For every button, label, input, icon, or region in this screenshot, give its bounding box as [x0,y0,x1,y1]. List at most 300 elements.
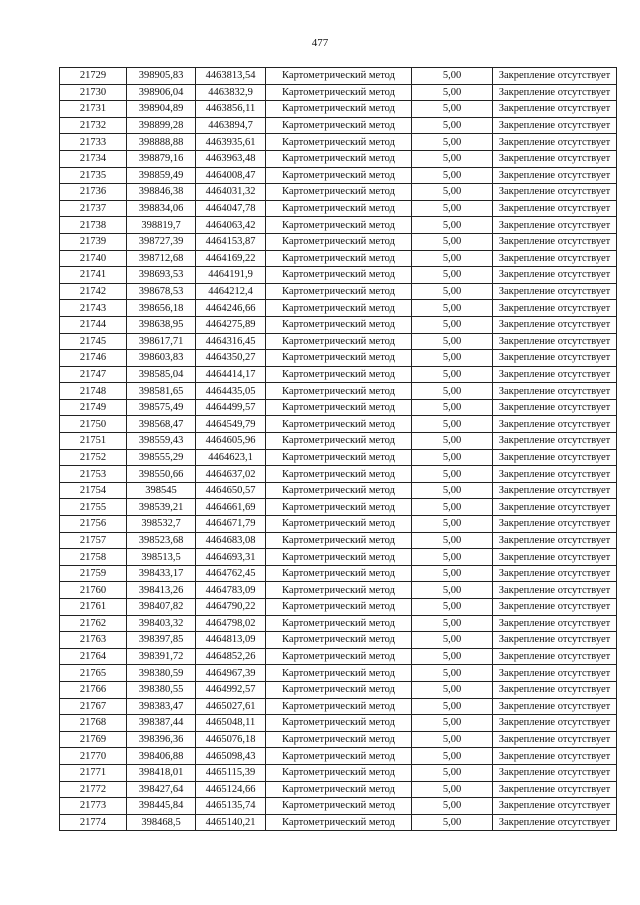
fixing-cell: Закрепление отсутствует [493,184,617,201]
method-cell: Картометрический метод [266,615,412,632]
accuracy-cell: 5,00 [412,101,493,118]
fixing-cell: Закрепление отсутствует [493,366,617,383]
accuracy-cell: 5,00 [412,433,493,450]
accuracy-cell: 5,00 [412,416,493,433]
point-number-cell: 21771 [60,764,127,781]
point-number-cell: 21746 [60,350,127,367]
x-coordinate-cell: 398413,26 [127,582,196,599]
point-number-cell: 21747 [60,366,127,383]
fixing-cell: Закрепление отсутствует [493,715,617,732]
point-number-cell: 21737 [60,200,127,217]
y-coordinate-cell: 4464623,1 [196,449,266,466]
x-coordinate-cell: 398407,82 [127,599,196,616]
table-row [60,748,617,765]
point-number-cell: 21743 [60,300,127,317]
y-coordinate-cell: 4463813,54 [196,68,266,85]
method-cell: Картометрический метод [266,200,412,217]
point-number-cell: 21772 [60,781,127,798]
point-number-cell: 21764 [60,648,127,665]
method-cell: Картометрический метод [266,101,412,118]
y-coordinate-cell: 4464316,45 [196,333,266,350]
x-coordinate-cell: 398427,64 [127,781,196,798]
table-row [60,466,617,483]
table-row [60,267,617,284]
accuracy-cell: 5,00 [412,698,493,715]
y-coordinate-cell: 4464661,69 [196,499,266,516]
point-number-cell: 21767 [60,698,127,715]
point-number-cell: 21755 [60,499,127,516]
method-cell: Картометрический метод [266,117,412,134]
x-coordinate-cell: 398712,68 [127,250,196,267]
y-coordinate-cell: 4464762,45 [196,565,266,582]
method-cell: Картометрический метод [266,665,412,682]
point-number-cell: 21766 [60,681,127,698]
point-number-cell: 21748 [60,383,127,400]
table-row [60,532,617,549]
table-row [60,68,617,85]
accuracy-cell: 5,00 [412,798,493,815]
x-coordinate-cell: 398888,88 [127,134,196,151]
point-number-cell: 21769 [60,731,127,748]
y-coordinate-cell: 4464967,39 [196,665,266,682]
accuracy-cell: 5,00 [412,350,493,367]
accuracy-cell: 5,00 [412,117,493,134]
method-cell: Картометрический метод [266,532,412,549]
table-row [60,101,617,118]
method-cell: Картометрический метод [266,748,412,765]
table-row [60,715,617,732]
y-coordinate-cell: 4464499,57 [196,399,266,416]
accuracy-cell: 5,00 [412,665,493,682]
table-row [60,482,617,499]
method-cell: Картометрический метод [266,333,412,350]
method-cell: Картометрический метод [266,449,412,466]
accuracy-cell: 5,00 [412,366,493,383]
fixing-cell: Закрепление отсутствует [493,449,617,466]
table-row [60,499,617,516]
fixing-cell: Закрепление отсутствует [493,698,617,715]
accuracy-cell: 5,00 [412,267,493,284]
table-row [60,134,617,151]
x-coordinate-cell: 398539,21 [127,499,196,516]
point-number-cell: 21763 [60,632,127,649]
table-row [60,399,617,416]
method-cell: Картометрический метод [266,399,412,416]
method-cell: Картометрический метод [266,648,412,665]
accuracy-cell: 5,00 [412,565,493,582]
fixing-cell: Закрепление отсутствует [493,416,617,433]
fixing-cell: Закрепление отсутствует [493,764,617,781]
point-number-cell: 21759 [60,565,127,582]
x-coordinate-cell: 398899,28 [127,117,196,134]
table-row [60,549,617,566]
point-number-cell: 21745 [60,333,127,350]
table-row [60,117,617,134]
fixing-cell: Закрепление отсутствует [493,233,617,250]
point-number-cell: 21761 [60,599,127,616]
accuracy-cell: 5,00 [412,250,493,267]
y-coordinate-cell: 4464047,78 [196,200,266,217]
fixing-cell: Закрепление отсутствует [493,665,617,682]
y-coordinate-cell: 4463963,48 [196,150,266,167]
x-coordinate-cell: 398727,39 [127,233,196,250]
accuracy-cell: 5,00 [412,715,493,732]
point-number-cell: 21768 [60,715,127,732]
fixing-cell: Закрепление отсутствует [493,267,617,284]
accuracy-cell: 5,00 [412,582,493,599]
accuracy-cell: 5,00 [412,300,493,317]
method-cell: Картометрический метод [266,582,412,599]
table-row [60,433,617,450]
table-row [60,599,617,616]
method-cell: Картометрический метод [266,316,412,333]
accuracy-cell: 5,00 [412,333,493,350]
y-coordinate-cell: 4465124,66 [196,781,266,798]
y-coordinate-cell: 4463894,7 [196,117,266,134]
method-cell: Картометрический метод [266,84,412,101]
x-coordinate-cell: 398468,5 [127,814,196,831]
table-row [60,84,617,101]
table-row [60,250,617,267]
y-coordinate-cell: 4464992,57 [196,681,266,698]
y-coordinate-cell: 4464031,32 [196,184,266,201]
fixing-cell: Закрепление отсутствует [493,250,617,267]
table-row [60,300,617,317]
x-coordinate-cell: 398383,47 [127,698,196,715]
accuracy-cell: 5,00 [412,499,493,516]
accuracy-cell: 5,00 [412,615,493,632]
y-coordinate-cell: 4464169,22 [196,250,266,267]
table-row [60,200,617,217]
y-coordinate-cell: 4464212,4 [196,283,266,300]
accuracy-cell: 5,00 [412,681,493,698]
y-coordinate-cell: 4463856,11 [196,101,266,118]
method-cell: Картометрический метод [266,781,412,798]
fixing-cell: Закрепление отсутствует [493,748,617,765]
method-cell: Картометрический метод [266,134,412,151]
x-coordinate-cell: 398403,32 [127,615,196,632]
table-row [60,516,617,533]
x-coordinate-cell: 398834,06 [127,200,196,217]
x-coordinate-cell: 398545 [127,482,196,499]
y-coordinate-cell: 4464798,02 [196,615,266,632]
x-coordinate-cell: 398575,49 [127,399,196,416]
x-coordinate-cell: 398906,04 [127,84,196,101]
y-coordinate-cell: 4464637,02 [196,466,266,483]
fixing-cell: Закрепление отсутствует [493,731,617,748]
fixing-cell: Закрепление отсутствует [493,283,617,300]
method-cell: Картометрический метод [266,715,412,732]
x-coordinate-cell: 398693,53 [127,267,196,284]
method-cell: Картометрический метод [266,68,412,85]
method-cell: Картометрический метод [266,217,412,234]
y-coordinate-cell: 4464191,9 [196,267,266,284]
x-coordinate-cell: 398445,84 [127,798,196,815]
x-coordinate-cell: 398433,17 [127,565,196,582]
fixing-cell: Закрепление отсутствует [493,68,617,85]
y-coordinate-cell: 4465135,74 [196,798,266,815]
fixing-cell: Закрепление отсутствует [493,582,617,599]
fixing-cell: Закрепление отсутствует [493,333,617,350]
x-coordinate-cell: 398418,01 [127,764,196,781]
accuracy-cell: 5,00 [412,516,493,533]
table-row [60,449,617,466]
table-row [60,582,617,599]
accuracy-cell: 5,00 [412,134,493,151]
method-cell: Картометрический метод [266,764,412,781]
page-number: 477 [311,37,329,49]
fixing-cell: Закрепление отсутствует [493,599,617,616]
x-coordinate-cell: 398585,04 [127,366,196,383]
y-coordinate-cell: 4464693,31 [196,549,266,566]
method-cell: Картометрический метод [266,167,412,184]
table-row [60,350,617,367]
fixing-cell: Закрепление отсутствует [493,84,617,101]
method-cell: Картометрический метод [266,184,412,201]
x-coordinate-cell: 398559,43 [127,433,196,450]
y-coordinate-cell: 4465076,18 [196,731,266,748]
method-cell: Картометрический метод [266,798,412,815]
table-row [60,283,617,300]
point-number-cell: 21760 [60,582,127,599]
table-row [60,383,617,400]
fixing-cell: Закрепление отсутствует [493,300,617,317]
y-coordinate-cell: 4464063,42 [196,217,266,234]
accuracy-cell: 5,00 [412,814,493,831]
method-cell: Картометрический метод [266,599,412,616]
method-cell: Картометрический метод [266,632,412,649]
accuracy-cell: 5,00 [412,731,493,748]
x-coordinate-cell: 398396,36 [127,731,196,748]
point-number-cell: 21773 [60,798,127,815]
y-coordinate-cell: 4465140,21 [196,814,266,831]
point-number-cell: 21744 [60,316,127,333]
y-coordinate-cell: 4464350,27 [196,350,266,367]
accuracy-cell: 5,00 [412,532,493,549]
point-number-cell: 21758 [60,549,127,566]
x-coordinate-cell: 398846,38 [127,184,196,201]
x-coordinate-cell: 398879,16 [127,150,196,167]
accuracy-cell: 5,00 [412,599,493,616]
method-cell: Картометрический метод [266,250,412,267]
fixing-cell: Закрепление отсутствует [493,150,617,167]
accuracy-cell: 5,00 [412,150,493,167]
y-coordinate-cell: 4464153,87 [196,233,266,250]
table-row [60,217,617,234]
fixing-cell: Закрепление отсутствует [493,632,617,649]
fixing-cell: Закрепление отсутствует [493,101,617,118]
point-number-cell: 21732 [60,117,127,134]
table-row [60,698,617,715]
fixing-cell: Закрепление отсутствует [493,549,617,566]
accuracy-cell: 5,00 [412,648,493,665]
y-coordinate-cell: 4464650,57 [196,482,266,499]
method-cell: Картометрический метод [266,383,412,400]
point-number-cell: 21774 [60,814,127,831]
method-cell: Картометрический метод [266,549,412,566]
accuracy-cell: 5,00 [412,84,493,101]
x-coordinate-cell: 398406,88 [127,748,196,765]
fixing-cell: Закрепление отсутствует [493,134,617,151]
x-coordinate-cell: 398532,7 [127,516,196,533]
fixing-cell: Закрепление отсутствует [493,383,617,400]
x-coordinate-cell: 398550,66 [127,466,196,483]
fixing-cell: Закрепление отсутствует [493,814,617,831]
fixing-cell: Закрепление отсутствует [493,117,617,134]
x-coordinate-cell: 398387,44 [127,715,196,732]
y-coordinate-cell: 4464671,79 [196,516,266,533]
table-row [60,632,617,649]
x-coordinate-cell: 398638,95 [127,316,196,333]
table-row [60,167,617,184]
table-row [60,665,617,682]
table-row [60,316,617,333]
fixing-cell: Закрепление отсутствует [493,167,617,184]
point-number-cell: 21754 [60,482,127,499]
x-coordinate-cell: 398380,55 [127,681,196,698]
fixing-cell: Закрепление отсутствует [493,350,617,367]
y-coordinate-cell: 4463935,61 [196,134,266,151]
method-cell: Картометрический метод [266,267,412,284]
y-coordinate-cell: 4465048,11 [196,715,266,732]
method-cell: Картометрический метод [266,698,412,715]
x-coordinate-cell: 398397,85 [127,632,196,649]
table-row [60,781,617,798]
accuracy-cell: 5,00 [412,233,493,250]
accuracy-cell: 5,00 [412,549,493,566]
table-row [60,648,617,665]
x-coordinate-cell: 398819,7 [127,217,196,234]
table-row [60,814,617,831]
method-cell: Картометрический метод [266,516,412,533]
method-cell: Картометрический метод [266,283,412,300]
accuracy-cell: 5,00 [412,632,493,649]
table-row [60,150,617,167]
method-cell: Картометрический метод [266,416,412,433]
fixing-cell: Закрепление отсутствует [493,532,617,549]
method-cell: Картометрический метод [266,814,412,831]
x-coordinate-cell: 398380,59 [127,665,196,682]
accuracy-cell: 5,00 [412,200,493,217]
table-row [60,416,617,433]
fixing-cell: Закрепление отсутствует [493,433,617,450]
x-coordinate-cell: 398581,65 [127,383,196,400]
accuracy-cell: 5,00 [412,449,493,466]
x-coordinate-cell: 398905,83 [127,68,196,85]
point-number-cell: 21757 [60,532,127,549]
point-number-cell: 21735 [60,167,127,184]
method-cell: Картометрический метод [266,466,412,483]
point-number-cell: 21749 [60,399,127,416]
point-number-cell: 21733 [60,134,127,151]
x-coordinate-cell: 398904,89 [127,101,196,118]
method-cell: Картометрический метод [266,300,412,317]
point-number-cell: 21729 [60,68,127,85]
fixing-cell: Закрепление отсутствует [493,200,617,217]
point-number-cell: 21741 [60,267,127,284]
y-coordinate-cell: 4464414,17 [196,366,266,383]
table-row [60,615,617,632]
fixing-cell: Закрепление отсутствует [493,316,617,333]
method-cell: Картометрический метод [266,482,412,499]
fixing-cell: Закрепление отсутствует [493,466,617,483]
method-cell: Картометрический метод [266,433,412,450]
table-row [60,798,617,815]
y-coordinate-cell: 4465098,43 [196,748,266,765]
x-coordinate-cell: 398523,68 [127,532,196,549]
table-row [60,764,617,781]
accuracy-cell: 5,00 [412,68,493,85]
accuracy-cell: 5,00 [412,184,493,201]
y-coordinate-cell: 4465027,61 [196,698,266,715]
fixing-cell: Закрепление отсутствует [493,399,617,416]
accuracy-cell: 5,00 [412,167,493,184]
point-number-cell: 21734 [60,150,127,167]
accuracy-cell: 5,00 [412,316,493,333]
method-cell: Картометрический метод [266,233,412,250]
point-number-cell: 21738 [60,217,127,234]
method-cell: Картометрический метод [266,565,412,582]
fixing-cell: Закрепление отсутствует [493,648,617,665]
point-number-cell: 21770 [60,748,127,765]
method-cell: Картометрический метод [266,150,412,167]
method-cell: Картометрический метод [266,499,412,516]
table-row [60,681,617,698]
fixing-cell: Закрепление отсутствует [493,482,617,499]
point-number-cell: 21742 [60,283,127,300]
fixing-cell: Закрепление отсутствует [493,217,617,234]
x-coordinate-cell: 398656,18 [127,300,196,317]
fixing-cell: Закрепление отсутствует [493,499,617,516]
accuracy-cell: 5,00 [412,383,493,400]
y-coordinate-cell: 4464683,08 [196,532,266,549]
point-number-cell: 21753 [60,466,127,483]
fixing-cell: Закрепление отсутствует [493,615,617,632]
table-row [60,333,617,350]
point-number-cell: 21762 [60,615,127,632]
fixing-cell: Закрепление отсутствует [493,798,617,815]
table-row [60,565,617,582]
x-coordinate-cell: 398859,49 [127,167,196,184]
point-number-cell: 21731 [60,101,127,118]
point-number-cell: 21752 [60,449,127,466]
y-coordinate-cell: 4464435,05 [196,383,266,400]
y-coordinate-cell: 4464246,66 [196,300,266,317]
accuracy-cell: 5,00 [412,764,493,781]
y-coordinate-cell: 4464783,09 [196,582,266,599]
point-number-cell: 21756 [60,516,127,533]
fixing-cell: Закрепление отсутствует [493,516,617,533]
table-body [60,68,617,831]
method-cell: Картометрический метод [266,366,412,383]
accuracy-cell: 5,00 [412,748,493,765]
y-coordinate-cell: 4464275,89 [196,316,266,333]
y-coordinate-cell: 4464852,26 [196,648,266,665]
y-coordinate-cell: 4464813,09 [196,632,266,649]
y-coordinate-cell: 4464790,22 [196,599,266,616]
method-cell: Картометрический метод [266,681,412,698]
accuracy-cell: 5,00 [412,399,493,416]
table-row [60,233,617,250]
y-coordinate-cell: 4465115,39 [196,764,266,781]
y-coordinate-cell: 4464605,96 [196,433,266,450]
accuracy-cell: 5,00 [412,217,493,234]
y-coordinate-cell: 4463832,9 [196,84,266,101]
x-coordinate-cell: 398617,71 [127,333,196,350]
accuracy-cell: 5,00 [412,466,493,483]
method-cell: Картометрический метод [266,350,412,367]
x-coordinate-cell: 398603,83 [127,350,196,367]
